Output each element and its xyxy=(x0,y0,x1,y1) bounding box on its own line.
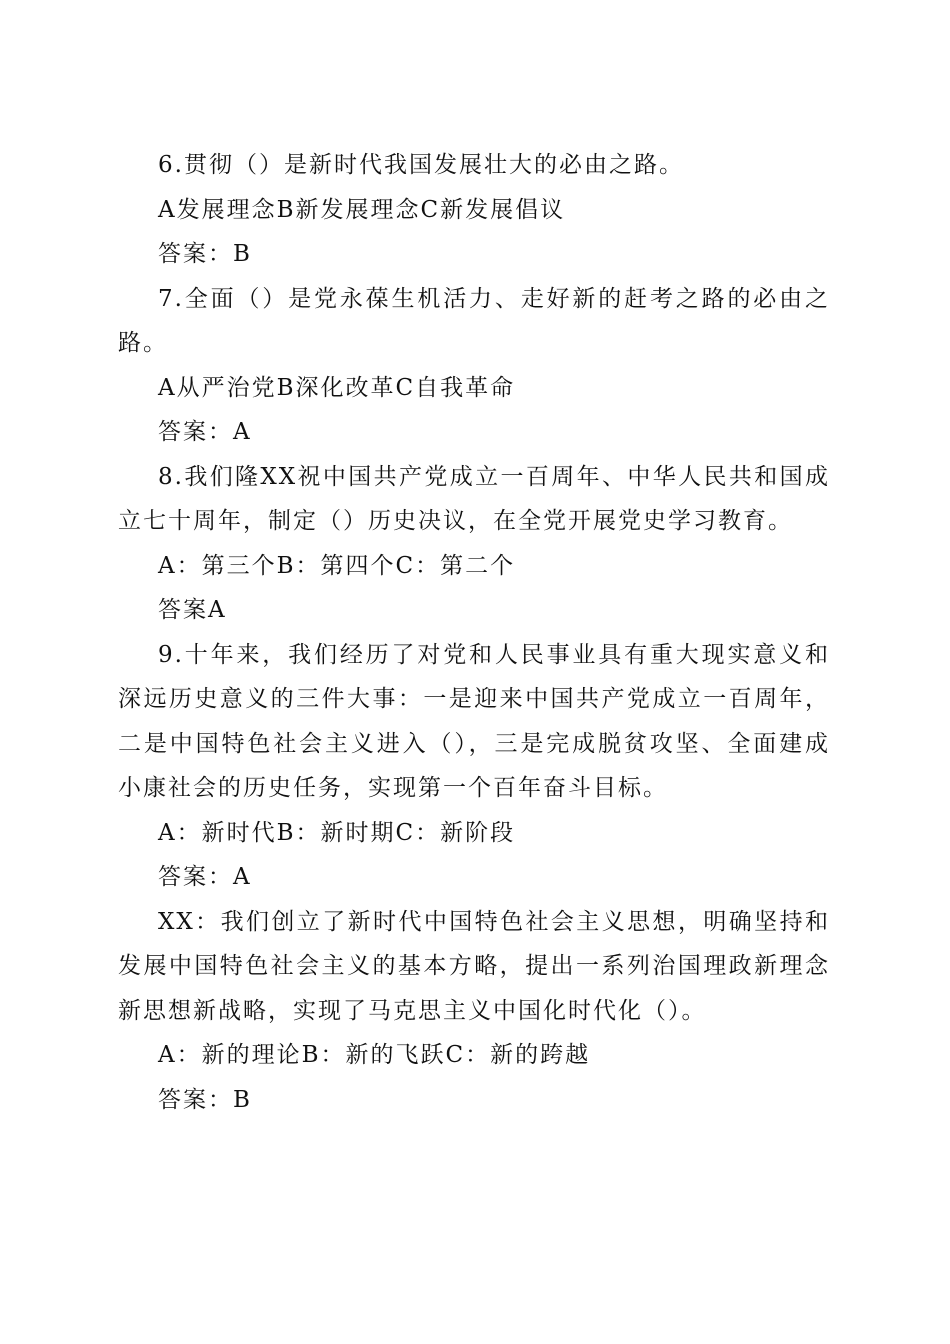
question-6: 6.贯彻（）是新时代我国发展壮大的必由之路。 xyxy=(158,152,684,178)
question-9-options: A：新时代B：新时期C：新阶段 xyxy=(158,819,516,846)
question-7: 7.全面（）是党永葆生机活力、走好新的赶考之路的必由之路。 xyxy=(118,285,830,356)
document-body xyxy=(118,143,830,1122)
question-8-answer: 答案A xyxy=(158,597,227,623)
question-8-options: A：第三个B：第四个C：第二个 xyxy=(158,552,516,579)
question-10-options: A：新的理论B：新的飞跃C：新的跨越 xyxy=(158,1042,591,1068)
question-6-options: A发展理念B新发展理念C新发展倡议 xyxy=(158,196,566,223)
question-9: 9.十年来，我们经历了对党和人民事业具有重大现实意义和深远历史意义的三件大事：一是迎来中国共产党成立一百周年，二是中国特色社会主义进入（），三是完成脱贫攻坚、全面建成小康社会的历史任务，实现第一个百年奋斗目标。 xyxy=(118,641,830,801)
question-7-answer: 答案：A xyxy=(158,419,252,445)
question-10-answer: 答案：B xyxy=(158,1086,252,1113)
question-10: XX：我们创立了新时代中国特色社会主义思想，明确坚持和发展中国特色社会主义的基本方略，提出一系列治国理政新理念新思想新战略，实现了马克思主义中国化时代化（）。 xyxy=(118,908,830,1024)
question-9-answer: 答案：A xyxy=(158,864,252,890)
question-6-answer: 答案：B xyxy=(158,241,252,267)
question-7-options: A从严治党B深化改革C自我革命 xyxy=(158,374,516,401)
question-8: 8.我们隆XX祝中国共产党成立一百周年、中华人民共和国成立七十周年，制定（）历史决议，在全党开展党史学习教育。 xyxy=(118,463,830,534)
